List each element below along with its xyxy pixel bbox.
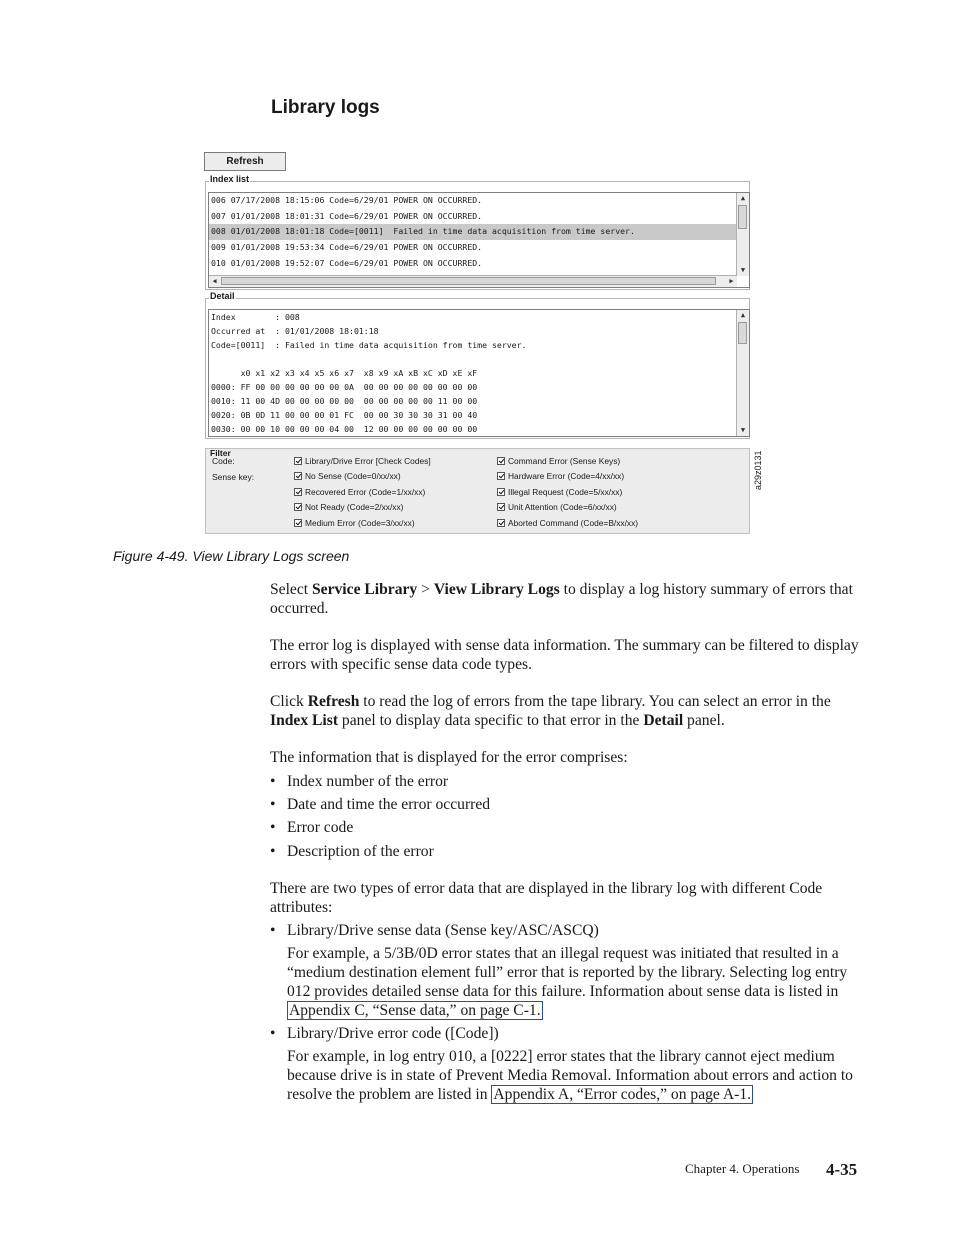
checkbox-label: Medium Error (Code=3/xx/xx) — [305, 518, 415, 528]
detail-text-area[interactable] — [208, 309, 750, 437]
library-drive-error-checkbox[interactable] — [294, 456, 431, 466]
figure-image-code: a29z0131 — [753, 450, 763, 490]
index-vertical-scrollbar[interactable] — [736, 193, 749, 276]
checkbox-checked-icon[interactable] — [497, 488, 505, 496]
list-item: • Description of the error — [270, 843, 434, 860]
detail-line: 0030: 00 00 10 00 00 00 04 00 12 00 00 00 00 00 00 00 — [211, 424, 478, 434]
checkbox-label: Unit Attention (Code=6/xx/xx) — [508, 502, 617, 512]
paragraph-error-types: There are two types of error data that are displayed in the library log with different Code attributes: — [270, 880, 823, 916]
detail-label: Detail — [210, 291, 235, 301]
detail-vertical-scrollbar[interactable] — [736, 310, 749, 436]
no-sense-checkbox[interactable] — [294, 471, 401, 481]
scroll-left-icon[interactable]: ◀ — [212, 277, 217, 285]
filter-title: Filter — [210, 448, 231, 458]
checkbox-label: Command Error (Sense Keys) — [508, 456, 621, 466]
index-list[interactable] — [208, 192, 750, 288]
checkbox-checked-icon[interactable] — [497, 519, 505, 527]
index-row[interactable]: 010 01/01/2008 19:52:07 Code=6/29/01 POWER ON OCCURRED. — [211, 257, 483, 268]
index-row-selected[interactable]: 008 01/01/2008 18:01:18 Code=[0011] Failed in time data acquisition from time server. — [209, 224, 749, 240]
detail-line: Code=[0011] : Failed in time data acquisition from time server. — [211, 340, 527, 350]
paragraph-info-intro: The information that is displayed for the error comprises: — [270, 749, 628, 766]
scroll-up-icon[interactable]: ▲ — [740, 194, 746, 202]
detail-line: x0 x1 x2 x3 x4 x5 x6 x7 x8 x9 xA xB xC xD xE xF — [211, 368, 478, 378]
appendix-a-link[interactable]: Appendix A, “Error codes,” on page A-1. — [493, 1086, 752, 1103]
index-list-label: Index list — [210, 174, 250, 184]
list-item: • Index number of the error — [270, 773, 449, 790]
checkbox-label: Not Ready (Code=2/xx/xx) — [305, 502, 404, 512]
index-row[interactable]: 006 07/17/2008 18:15:06 Code=6/29/01 POWER ON OCCURRED. — [211, 195, 483, 205]
checkbox-checked-icon[interactable] — [497, 503, 505, 511]
scroll-down-icon[interactable]: ▼ — [740, 426, 746, 434]
appendix-c-link[interactable]: Appendix C, “Sense data,” on page C-1. — [289, 1002, 541, 1019]
figure-caption: Figure 4-49. View Library Logs screen — [113, 548, 350, 564]
index-row[interactable]: 007 01/01/2008 18:01:31 Code=6/29/01 POWER ON OCCURRED. — [211, 210, 483, 221]
scroll-thumb[interactable] — [738, 205, 747, 229]
detail-line: 0020: 0B 0D 11 00 00 00 01 FC 00 00 30 30 30 31 00 40 — [211, 410, 478, 420]
hardware-error-checkbox[interactable] — [497, 471, 624, 481]
detail-line: Index : 008 — [211, 312, 300, 322]
illegal-request-checkbox[interactable] — [497, 487, 622, 497]
checkbox-checked-icon[interactable] — [294, 488, 302, 496]
library-logs-screenshot — [204, 152, 754, 536]
index-horizontal-scrollbar[interactable] — [209, 275, 737, 287]
section-heading: Library logs — [271, 97, 380, 118]
unit-attention-checkbox[interactable] — [497, 502, 617, 512]
paragraph-select: Select Service Library > View Library Logs to display a log history summary of errors that occurred. — [270, 581, 853, 617]
filter-panel — [205, 448, 750, 534]
paragraph-error-log: The error log is displayed with sense data information. The summary can be filtered to display errors with specific sense data code types. — [270, 637, 859, 673]
page-number: 4-35 — [826, 1160, 858, 1179]
checkbox-checked-icon[interactable] — [294, 503, 302, 511]
list-item: • Library/Drive sense data (Sense key/ASC/ASCQ) — [270, 922, 599, 939]
recovered-error-checkbox[interactable] — [294, 487, 425, 497]
checkbox-label: Illegal Request (Code=5/xx/xx) — [508, 487, 623, 497]
list-item: • Error code — [270, 819, 354, 836]
code-label: Code: — [212, 456, 235, 466]
checkbox-label: Hardware Error (Code=4/xx/xx) — [508, 471, 625, 481]
scroll-right-icon[interactable]: ▶ — [729, 277, 734, 285]
aborted-command-checkbox[interactable] — [497, 518, 638, 528]
list-item: • Library/Drive error code ([Code]) — [270, 1025, 499, 1042]
sense-data-description: For example, a 5/3B/0D error states that an illegal request was initiated that resulted in a “medium destination element full” error that is reported by the library. Selecting log entry 012 provides detailed sense data for this failure. Information about sense data is listed in Appendix C, “Sense data,” on page C-1. — [287, 945, 848, 1019]
not-ready-checkbox[interactable] — [294, 502, 403, 512]
checkbox-checked-icon[interactable] — [294, 519, 302, 527]
detail-group — [205, 291, 750, 439]
index-list-group — [205, 174, 750, 290]
paragraph-refresh: Click Refresh to read the log of errors from the tape library. You can select an error in the Index List panel to display data specific to that error in the Detail panel. — [270, 693, 831, 729]
checkbox-label: Library/Drive Error [Check Codes] — [305, 456, 431, 466]
detail-line: Occurred at : 01/01/2008 18:01:18 — [211, 326, 379, 336]
detail-line: 0000: FF 00 00 00 00 00 00 0A 00 00 00 00 00 00 00 00 — [211, 382, 478, 392]
error-code-description: For example, in log entry 010, a [0222] error states that the library cannot eject medium because drive is in state of Prevent Media Removal. Information about errors and action to resolve the problem are listed in Appendix A, “Error codes,” on page A-1. — [287, 1048, 853, 1103]
refresh-button[interactable]: Refresh — [204, 152, 286, 171]
detail-line — [209, 352, 749, 366]
checkbox-checked-icon[interactable] — [497, 457, 505, 465]
detail-line: 0010: 11 00 4D 00 00 00 00 00 00 00 00 00 00 11 00 00 — [211, 396, 478, 406]
sense-key-label: Sense key: — [212, 472, 255, 482]
medium-error-checkbox[interactable] — [294, 518, 415, 528]
scroll-thumb[interactable] — [221, 277, 716, 285]
scroll-thumb[interactable] — [738, 322, 747, 344]
checkbox-checked-icon[interactable] — [294, 472, 302, 480]
scroll-down-icon[interactable]: ▼ — [740, 266, 746, 274]
index-row[interactable]: 009 01/01/2008 19:53:34 Code=6/29/01 POWER ON OCCURRED. — [211, 242, 483, 253]
scroll-up-icon[interactable]: ▲ — [740, 311, 746, 319]
footer-chapter: Chapter 4. Operations — [685, 1161, 800, 1176]
checkbox-checked-icon[interactable] — [294, 457, 302, 465]
command-error-checkbox[interactable] — [497, 456, 620, 466]
checkbox-label: Recovered Error (Code=1/xx/xx) — [305, 487, 426, 497]
list-item: • Date and time the error occurred — [270, 796, 491, 813]
checkbox-checked-icon[interactable] — [497, 472, 505, 480]
checkbox-label: Aborted Command (Code=B/xx/xx) — [508, 518, 639, 528]
checkbox-label: No Sense (Code=0/xx/xx) — [305, 471, 401, 481]
